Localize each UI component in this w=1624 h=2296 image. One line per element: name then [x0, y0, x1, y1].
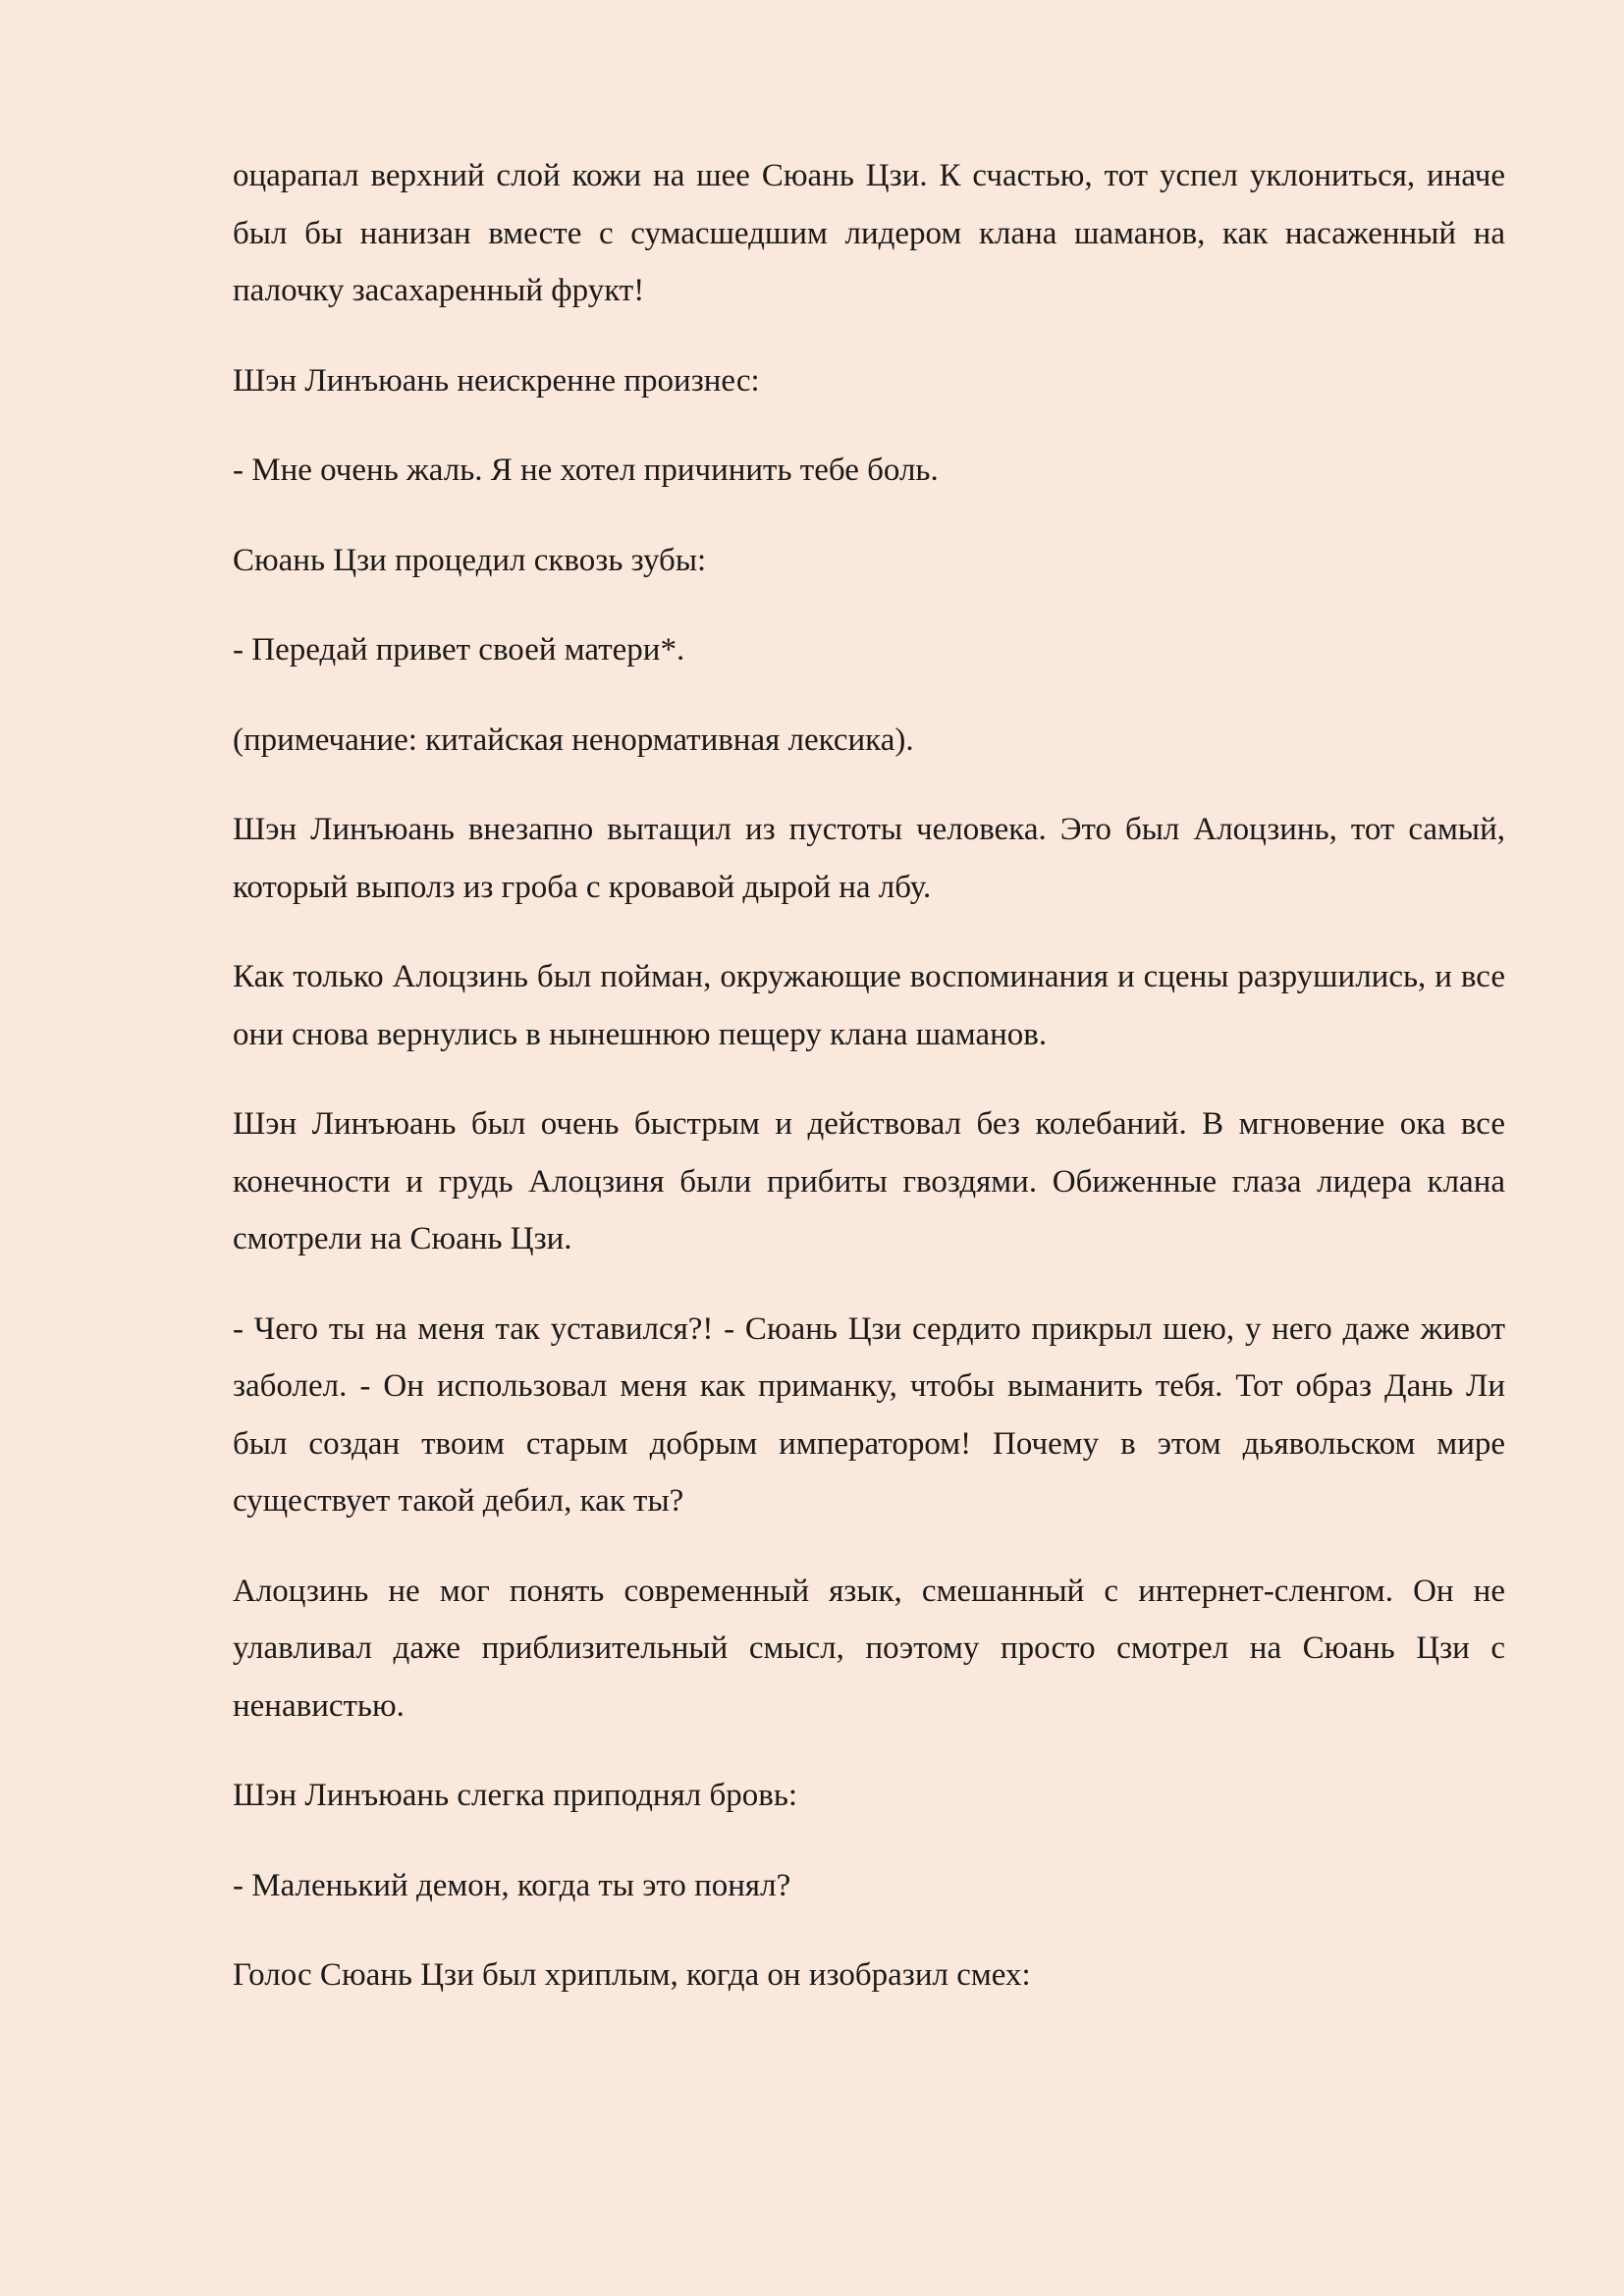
paragraph: Шэн Линъюань слегка приподнял бровь: — [233, 1778, 798, 1813]
paragraph: Шэн Линъюань неискренне произнес: — [233, 362, 760, 399]
paragraph: - Маленький демон, когда ты это понял? — [233, 1867, 791, 1903]
paragraph: - Передай привет своей матери*. — [233, 632, 685, 667]
paragraph: Алоцзинь не мог понять современный язык, смешанный с интернет-сленгом. Он не улавливал даже приблизительный смысл, поэтому просто смотрел на Сюань Цзи с ненавистью. — [233, 1573, 1505, 1724]
paragraph: (примечание: китайская ненормативная лексика). — [233, 721, 914, 758]
paragraph: Шэн Линъюань был очень быстрым и действовал без колебаний. В мгновение ока все конечности и грудь Алоцзиня были прибиты гвоздями. Обиженные глаза лидера клана смотрели на Сюань Цзи. — [233, 1106, 1505, 1256]
paragraph: Сюань Цзи процедил сквозь зубы: — [233, 542, 707, 578]
paragraph: - Мне очень жаль. Я не хотел причинить тебе боль. — [233, 453, 939, 488]
paragraph: Шэн Линъюань внезапно вытащил из пустоты человека. Это был Алоцзинь, тот самый, который выполз из гроба с кровавой дырой на лбу. — [233, 812, 1505, 905]
paragraph: Голос Сюань Цзи был хриплым, когда он изобразил смех: — [233, 1957, 1031, 1993]
paragraph: - Чего ты на меня так уставился?! - Сюань Цзи сердито прикрыл шею, у него даже живот заболел. - Он использовал меня как приманку, чтобы выманить тебя. Тот образ Дань Ли был создан твоим старым добрым императором! Почему в этом дьявольском мире существует такой дебил, как ты? — [233, 1310, 1505, 1519]
document-page — [233, 147, 1505, 2037]
paragraph: Как только Алоцзинь был пойман, окружающие воспоминания и сцены разрушились, и все они снова вернулись в нынешнюю пещеру клана шаманов. — [233, 959, 1505, 1052]
paragraph: оцарапал верхний слой кожи на шее Сюань Цзи. К счастью, тот успел уклониться, иначе был бы нанизан вместе с сумасшедшим лидером клана шаманов, как насаженный на палочку засахаренный фрукт! — [233, 158, 1505, 308]
